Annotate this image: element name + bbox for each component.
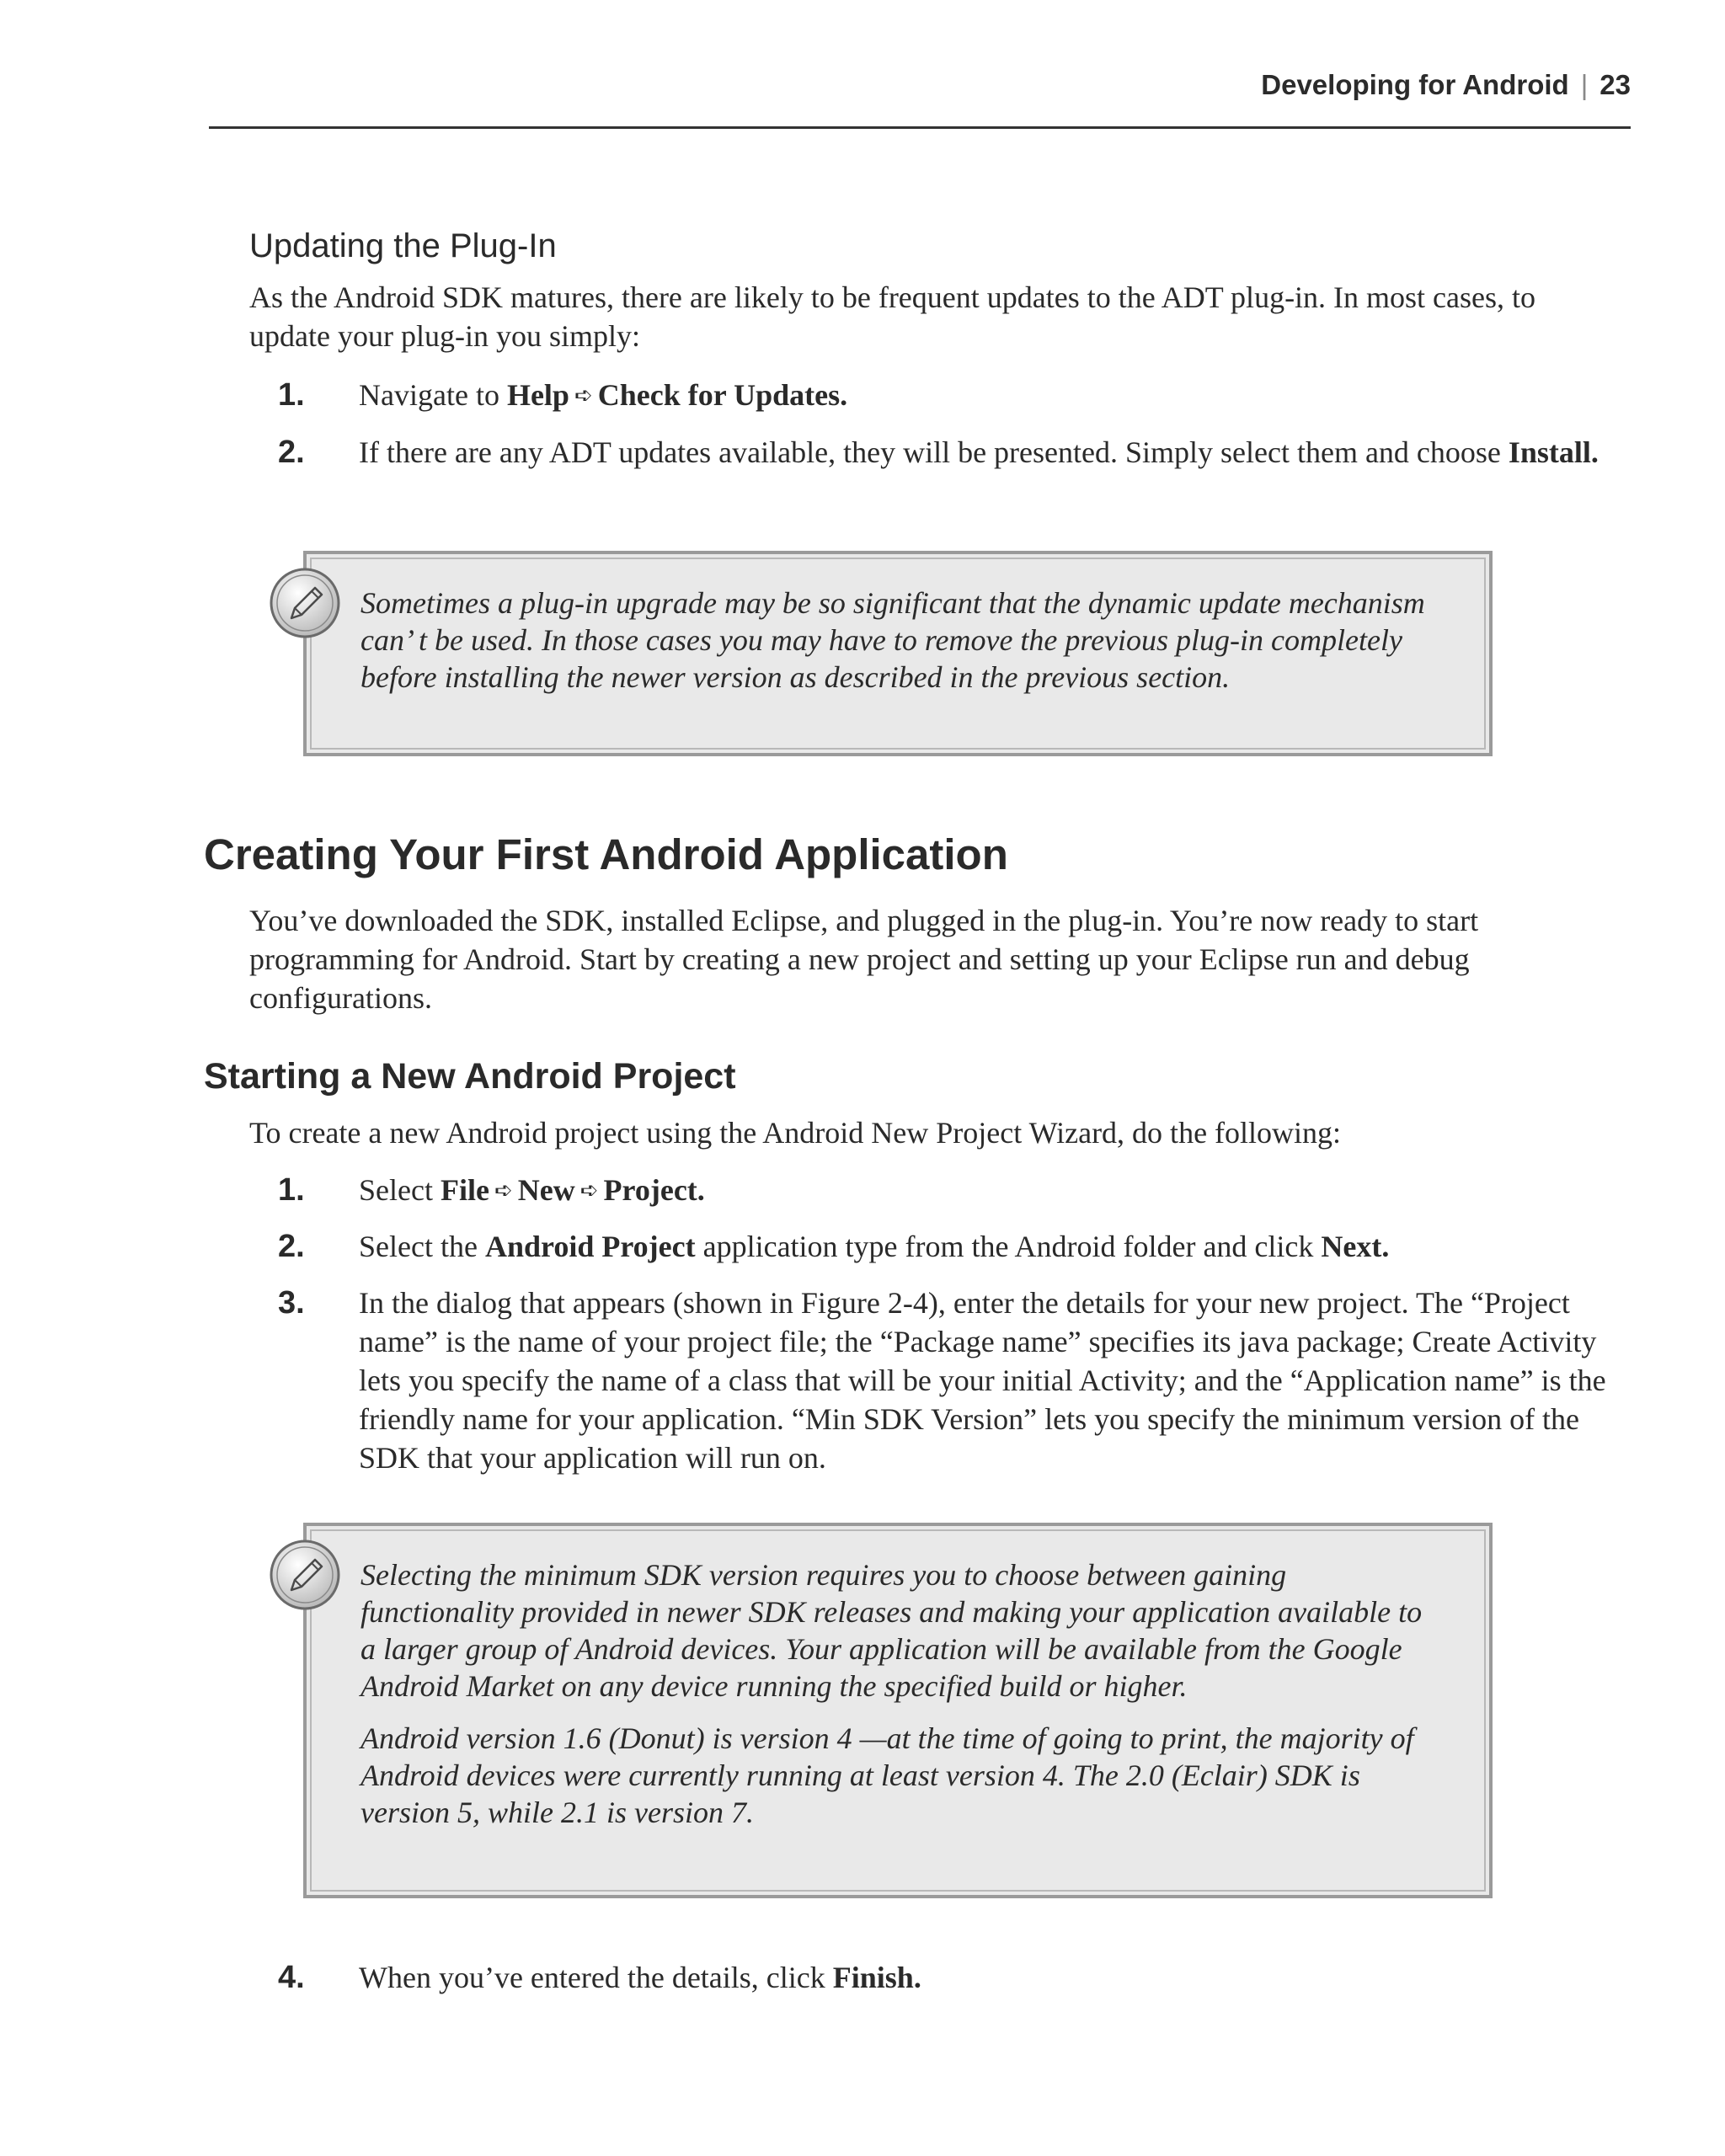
step-text: Navigate to Help ➪ Check for Updates. (359, 378, 848, 412)
step-text: If there are any ADT updates available, they will be presented. Simply select them and choose Install. (359, 435, 1599, 469)
step-number: 1. (278, 377, 305, 413)
update-step-1 (249, 376, 1614, 418)
note-text: Sometimes a plug-in upgrade may be so significant that the dynamic update mechanism can’ t be used. In those cases you may have to remove the previous plug-in completely before installing the newer version as described in the previous section. (360, 586, 1425, 694)
update-intro: As the Android SDK matures, there are likely to be frequent updates to the ADT plug-in. In most cases, to update your plug-in you simply: (249, 280, 1536, 353)
note-text-1: Selecting the minimum SDK version requires you to choose between gaining functionality provided in newer SDK releases and making your application available to a larger group of Android devices. Your application will be available from the Google Android Market on any device running the specified build or higher. (360, 1558, 1423, 1703)
step-text: Select File ➪ New ➪ Project. (359, 1173, 705, 1207)
heading-new-project: Starting a New Android Project (204, 1056, 736, 1097)
header-separator: | (1580, 69, 1589, 100)
new-project-step-4 (249, 1958, 1614, 1997)
step-number: 1. (278, 1172, 305, 1208)
running-header-text (1261, 69, 1631, 101)
page-number: 23 (1599, 69, 1631, 100)
step-text: When you’ve entered the details, click Finish. (359, 1961, 921, 1994)
step-text: Select the Android Project application type from the Android folder and click Next. (359, 1230, 1390, 1263)
update-step-2 (249, 433, 1614, 472)
note-body (307, 1526, 1489, 1856)
chapter-title: Developing for Android (1261, 69, 1569, 100)
step-number: 2. (278, 1229, 305, 1264)
pencil-icon (268, 566, 342, 640)
step-number: 2. (278, 435, 305, 470)
menu-arrow-icon: ➪ (494, 1178, 513, 1203)
step-number: 3. (278, 1285, 305, 1321)
new-project-step-2 (249, 1227, 1614, 1266)
menu-arrow-icon: ➪ (574, 383, 593, 408)
note-box-plugin-upgrade (303, 551, 1493, 756)
step-number: 4. (278, 1960, 305, 1995)
new-project-step-3 (249, 1283, 1614, 1477)
create-intro: You’ve downloaded the SDK, installed Eclipse, and plugged in the plug-in. You’re now ready to start programming for Android. Start by creating a new project and setting up your Eclipse run and debug configurations. (249, 904, 1479, 1015)
note-body (307, 554, 1489, 721)
note-box-min-sdk (303, 1523, 1493, 1898)
pencil-icon (268, 1538, 342, 1612)
note-text-2: Android version 1.6 (Donut) is version 4 —at the time of going to print, the majority of Android devices were currently running at least version 4. The 2.0 (Eclair) SDK is version 5, while 2.1 is version 7. (360, 1721, 1414, 1829)
heading-creating-first-app: Creating Your First Android Application (204, 830, 1008, 878)
running-header (209, 59, 1631, 129)
step-text: In the dialog that appears (shown in Figure 2-4), enter the details for your new project. The “Project name” is the name of your project file; the “Package name” specifies its java package; Create Activity lets you specify the name of a class that will be your initial Activity; and the “Application name” is the friendly name for your application. “Min SDK Version” lets you specify the minimum version of the SDK that your application will run on. (359, 1286, 1606, 1475)
heading-updating-plugin: Updating the Plug-In (249, 227, 557, 264)
menu-arrow-icon: ➪ (579, 1178, 599, 1203)
new-project-intro: To create a new Android project using the Android New Project Wizard, do the following: (249, 1116, 1342, 1150)
new-project-step-1 (249, 1171, 1614, 1213)
